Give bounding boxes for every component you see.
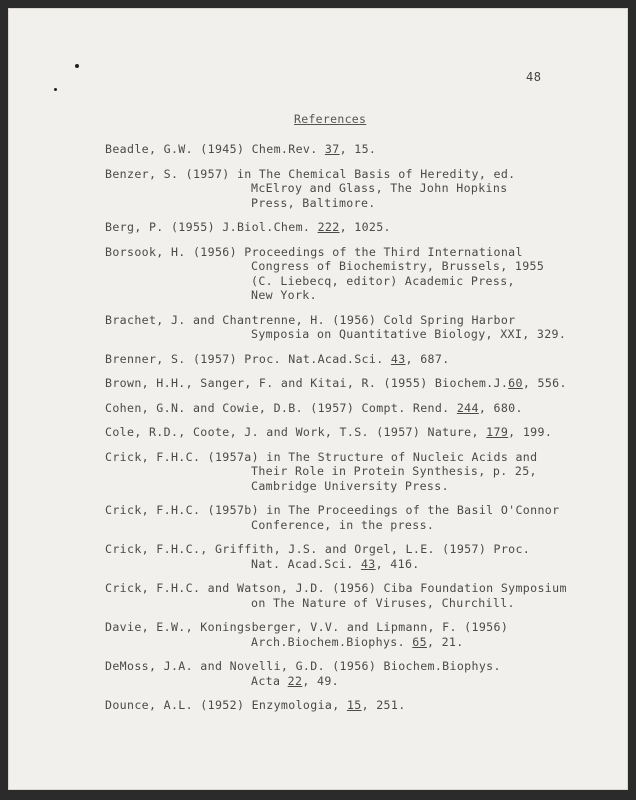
reference-continuation: on The Nature of Viruses, Churchill. — [251, 595, 515, 610]
volume-number: 222 — [317, 220, 340, 234]
reference-benzer — [105, 167, 615, 211]
reference-text: , 15. — [339, 142, 377, 156]
reference-text: Brachet, J. and Chantrenne, H. (1956) Cold Spring Harbor — [105, 312, 516, 327]
reference-text: Berg, P. (1955) J.Biol.Chem. — [105, 220, 318, 234]
reference-borsook — [105, 245, 615, 303]
volume-number: 43 — [360, 556, 376, 571]
reference-continuation: Conference, in the press. — [251, 517, 435, 532]
page-title: References — [294, 112, 367, 126]
reference-brachet — [105, 313, 615, 342]
reference-beadle — [105, 142, 615, 157]
reference-list — [105, 142, 615, 723]
reference-text: Cohen, G.N. and Cowie, D.B. (1957) Compt. Rend. — [105, 400, 457, 415]
reference-berg — [105, 220, 615, 235]
reference-text: Dounce, A.L. (1952) Enzymologia, — [105, 698, 347, 712]
volume-number: 65 — [412, 634, 427, 649]
reference-continuation: Congress of Biochemistry, Brussels, 1955 — [251, 259, 545, 273]
volume-number: 22 — [287, 673, 303, 688]
reference-text: Cole, R.D., Coote, J. and Work, T.S. (1957) Nature, — [105, 425, 487, 439]
reference-text: Davie, E.W., Koningsberger, V.V. and Lipmann, F. (1956) — [105, 620, 509, 634]
reference-text: , 687. — [405, 351, 450, 366]
reference-continuation: McElroy and Glass, The John Hopkins — [251, 181, 508, 195]
margin-mark — [75, 64, 79, 68]
reference-brenner — [105, 352, 615, 367]
reference-text: , 251. — [361, 698, 406, 712]
reference-crick-griffith-orgel — [105, 542, 615, 571]
reference-continuation: New York. — [251, 288, 317, 302]
reference-continuation: Their Role in Protein Synthesis, p. 25, — [251, 464, 537, 478]
reference-text: Crick, F.H.C. (1957b) in The Proceedings of the Basil O'Connor — [105, 503, 560, 517]
reference-continuation: Arch.Biochem.Biophys. 65, 21. — [251, 634, 464, 649]
reference-text: Crick, F.H.C., Griffith, J.S. and Orgel, L.E. (1957) Proc. — [105, 542, 531, 556]
reference-demoss — [105, 659, 615, 688]
reference-text: Beadle, G.W. (1945) Chem.Rev. — [105, 142, 325, 156]
reference-davie — [105, 620, 615, 649]
page-number: 48 — [526, 70, 542, 84]
volume-number: 179 — [486, 425, 509, 439]
reference-continuation: Press, Baltimore. — [251, 195, 376, 210]
reference-cole — [105, 425, 615, 440]
reference-brown — [105, 376, 615, 391]
reference-text: , 680. — [478, 400, 523, 415]
reference-dounce — [105, 698, 615, 713]
reference-crick-1957a — [105, 450, 615, 494]
volume-number: 43 — [390, 351, 406, 366]
reference-text: Benzer, S. (1957) in The Chemical Basis of Heredity, ed. — [105, 166, 516, 181]
reference-crick-1957b — [105, 503, 615, 532]
reference-crick-watson — [105, 581, 615, 610]
reference-text: Brown, H.H., Sanger, F. and Kitai, R. (1955) Biochem.J. — [105, 376, 509, 390]
document-page — [8, 8, 628, 790]
reference-continuation: (C. Liebecq, editor) Academic Press, — [251, 273, 515, 288]
reference-cohen — [105, 401, 615, 416]
reference-text: Crick, F.H.C. and Watson, J.D. (1956) Ciba Foundation Symposium — [105, 581, 567, 595]
reference-text: DeMoss, J.A. and Novelli, G.D. (1956) Biochem.Biophys. — [105, 659, 501, 673]
volume-number: 244 — [456, 400, 479, 415]
reference-text: , 1025. — [339, 220, 391, 234]
reference-continuation: Cambridge University Press. — [251, 478, 449, 493]
reference-continuation: Acta 22, 49. — [251, 673, 339, 688]
margin-mark — [54, 88, 57, 91]
reference-text: Crick, F.H.C. (1957a) in The Structure of Nucleic Acids and — [105, 449, 538, 464]
reference-text: , 556. — [522, 376, 567, 390]
reference-text: Brenner, S. (1957) Proc. Nat.Acad.Sci. — [105, 351, 391, 366]
volume-number: 37 — [324, 142, 340, 156]
reference-continuation: Symposia on Quantitative Biology, XXI, 329. — [251, 327, 567, 341]
reference-continuation: Nat. Acad.Sci. 43, 416. — [251, 556, 420, 571]
volume-number: 15 — [346, 698, 362, 712]
volume-number: 60 — [508, 376, 523, 390]
reference-text: , 199. — [508, 425, 553, 439]
reference-text: Borsook, H. (1956) Proceedings of the Third International — [105, 244, 523, 259]
